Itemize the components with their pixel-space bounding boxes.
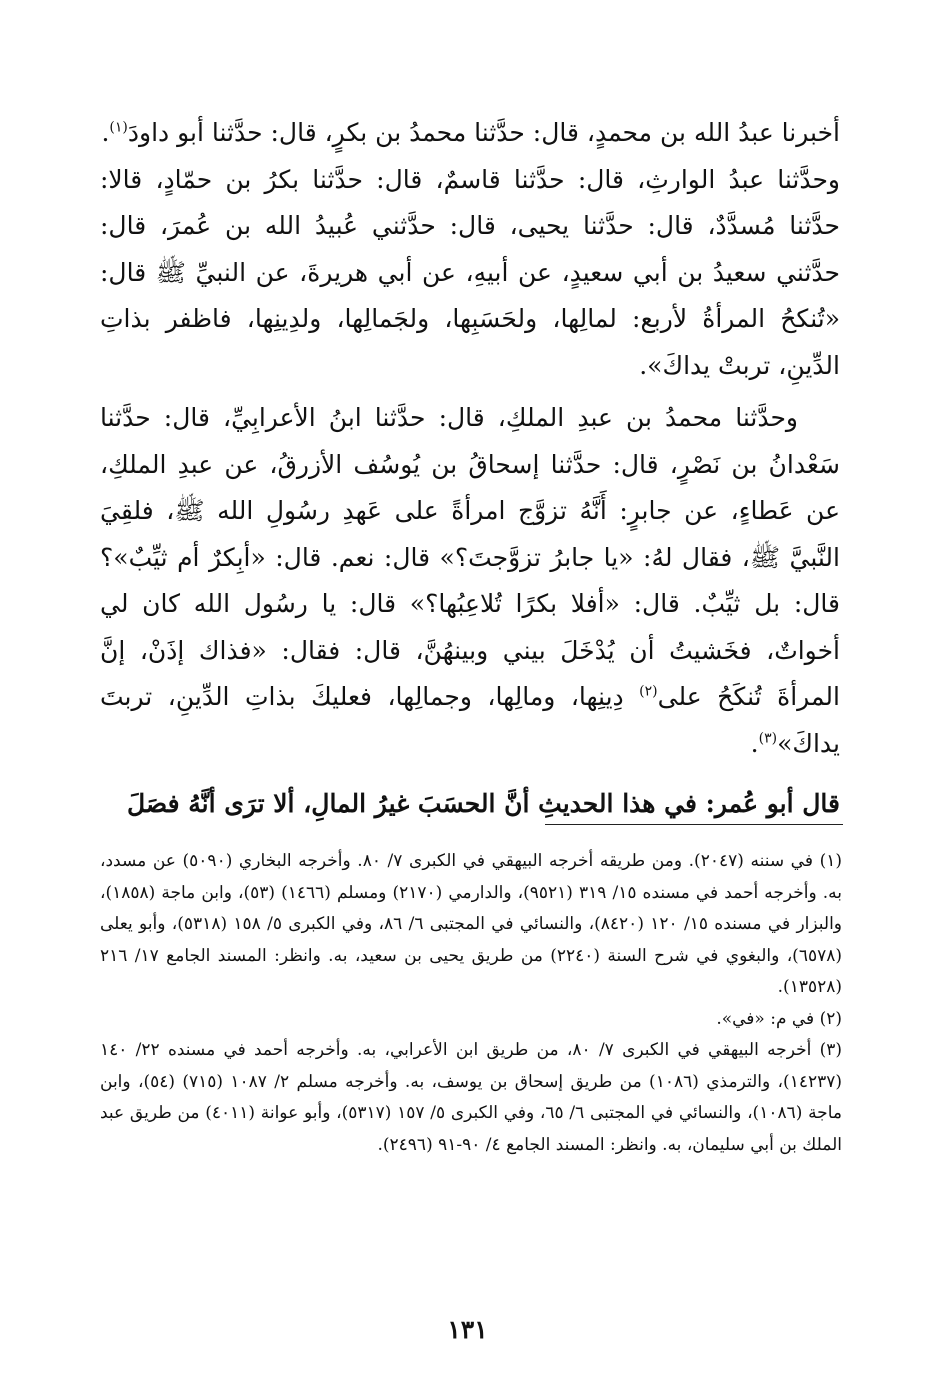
paragraph-2: وحدَّثنا عبدُ الوارثِ، قال: حدَّثنا قاسمٌ، قال: حدَّثنا بكرُ بن حمّادٍ، قالا: حدَّثنا مُسدَّدٌ، قال: حدَّثنا يحيى، قال: حدَّثني عُبيدُ الله بن عُمرَ، قال: حدَّثني سعيدُ بن أبي سعيدٍ، عن أبيهِ، عن أبي هريرةَ، عن النبيِّ ﷺ قال: «تُنكحُ المرأةُ لأربع: لمالِها، ولحَسَبِها، ولجَمالِها، ولدِينِها، فاظفر بذاتِ الدِّينِ، تربتْ يداكَ». xyxy=(100,164,840,380)
paragraph-3-end: . xyxy=(750,728,759,758)
footnote-ref-3[interactable]: (٣) xyxy=(758,730,778,747)
footnote-2: (٢) في م: «في». xyxy=(716,1008,842,1029)
footnote-ref-1[interactable]: (١) xyxy=(109,119,128,136)
paragraph-1-end: . xyxy=(101,118,110,147)
footnote-3: (٣) أخرجه البيهقي في الكبرى ٧/ ٨٠، من طريق ابن الأعرابي، به. وأخرجه أحمد في مسنده ٢٢/ ١٤٠ (١٤٢٣٧)، والترمذي (١٠٨٦) من طريق إسحاق بن يوسف، به. وأخرجه مسلم ٢/ ١٠٨٧ (٧١٥) (٥٤)، وابن ماجة (١٠٨٦)، والنسائي في المجتبى ٦/ ٦٥، وفي الكبرى ٥/ ١٥٧ (٥٣١٧)، وأبو عوانة (٤٠١١) من طريق عبد الملك بن أبي سليمان، به. وانظر: المسند الجامع ٤/ ٩٠-٩١ (٢٤٩٦). xyxy=(100,1040,842,1155)
paragraph-3 xyxy=(100,395,840,767)
paragraph-3-text-a: وحدَّثنا محمدُ بن عبدِ الملكِ، قال: حدَّثنا ابنُ الأعرابِيِّ، قال: حدَّثنا سَعْدانُ بن نَصْرٍ، قال: حدَّثنا إسحاقُ بن يُوسُف الأزرقُ، عن عبدِ الملكِ، عن عَطاءٍ، عن جابرٍ: أَنَّهُ تزوَّج امرأةً على عَهدِ رسُولِ الله ﷺ، فلقِيَ النَّبيَّ ﷺ، فقال لهُ: «يا جابرُ تزوَّجتَ؟» قال: نعم. قال: «أبِكرٌ أم ثيِّبٌ»؟ قال: بل ثيِّبٌ. قال: «أفلا بكرًا تُلاعِبُها؟» قال: يا رسُول الله كان لي أخواتٌ، فخَشيتُ أن يُدْخَلَ بيني وبينهُنَّ، قال: فقال: «فذاك إذَنْ، إنَّ المرأةَ تُنكَحُ على xyxy=(100,403,840,711)
footnote-1: (١) في سننه (٢٠٤٧). ومن طريقه أخرجه البيهقي في الكبرى ٧/ ٨٠. وأخرجه البخاري (٥٠٩٠) عن مسدد، به. وأخرجه أحمد في مسنده ١٥/ ٣١٩ (٩٥٢١)، والدارمي (٢١٧٠) ومسلم (١٤٦٦) (٥٣)، وابن ماجة (١٨٥٨)، والبزار في مسنده ١٥/ ١٢٠ (٨٤٢٠)، والنسائي في المجتبى ٦/ ٨٦، وفي الكبرى ٥/ ١٥٨ (٥٣١٨)، وأبو يعلى (٦٥٧٨)، والبغوي في شرح السنة (٢٢٤٠) من طريق يحيى بن سعيد، به. وانظر: المسند الجامع ١٧/ ٢١٦ (١٣٥٢٨). xyxy=(100,851,842,997)
footnote-divider xyxy=(545,824,843,825)
paragraph-1 xyxy=(100,110,840,157)
page-number: ١٣١ xyxy=(447,1315,488,1344)
main-text xyxy=(100,110,840,828)
remark-line: قال أبو عُمر: في هذا الحديثِ أنَّ الحسَبَ غيرُ المالِ، ألا ترَى أنَّهُ فصَلَ xyxy=(127,789,840,818)
footnotes xyxy=(100,846,842,1161)
paragraph-3-text-b: دِينِها، ومالِها، وجمالِها، فعليكَ بذاتِ الدِّينِ، تربتَ يداكَ» xyxy=(100,682,840,758)
footnote-ref-2[interactable]: (٢) xyxy=(639,683,658,700)
paragraph-1-text: أخبرنا عبدُ الله بن محمدٍ، قال: حدَّثنا محمدُ بن بكرٍ، قال: حدَّثنا أبو داودَ xyxy=(127,118,840,147)
